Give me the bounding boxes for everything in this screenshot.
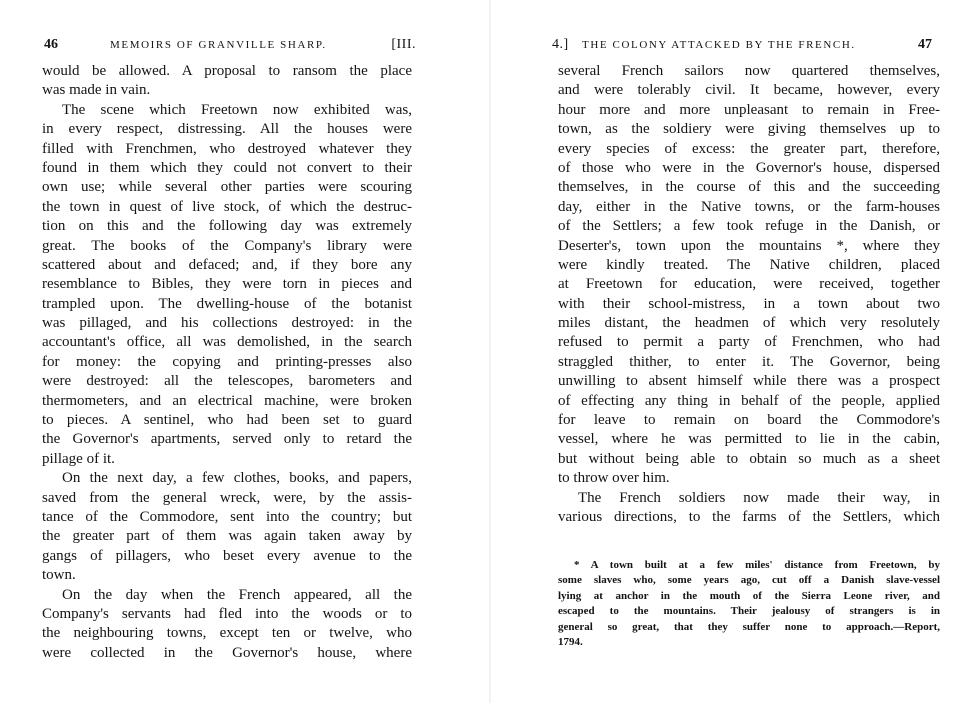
text-line: and were tolerably civil. It became, however, every xyxy=(558,82,940,99)
text-line: great. The books of the Company's library were xyxy=(42,237,412,254)
text-line: town. xyxy=(42,567,76,584)
footnote-line: * A town built at a few miles' distance from Freetown, by xyxy=(574,559,940,571)
text-line: miles distant, the headmen of which very resolutely xyxy=(558,315,940,332)
footnote-line: 1794. xyxy=(558,635,583,648)
text-line: On the next day, a few clothes, books, and papers, xyxy=(62,470,412,487)
footnote-line: lying at anchor in the mouth of the Sierra Leone river, and xyxy=(558,589,940,602)
text-line: several French sailors now quartered themselves, xyxy=(558,63,940,79)
text-line: would be allowed. A proposal to ransom the place xyxy=(42,63,412,79)
text-line: own use; while several other parties were scouring xyxy=(42,179,412,196)
text-line: found in them which they could not convert to their xyxy=(42,159,412,176)
text-line: scattered about and defaced; and, if they bore any xyxy=(42,256,412,273)
text-line: to throw over him. xyxy=(558,470,670,487)
text-line: the neighbouring towns, except ten or twelve, who xyxy=(42,625,412,642)
text-line: every species of excess: the greater part, therefore, xyxy=(558,140,940,157)
footnote-line: some slaves who, some years ago, cut off a Danish slave-vessel xyxy=(558,574,940,587)
text-line: trampled upon. The dwelling-house of the botanist xyxy=(42,295,412,312)
text-line: town, as the soldiery were giving themselves up to xyxy=(558,121,940,138)
section-marker: [III. xyxy=(391,37,416,52)
text-line: were kindly treated. The Native children, placed xyxy=(558,256,940,273)
text-line: for money: the copying and printing-presses also xyxy=(42,353,412,370)
text-line: at Freetown for education, were received, together xyxy=(558,276,940,293)
text-line: vessel, where he was permitted to lie in the cabin, xyxy=(558,431,940,448)
left-page-body xyxy=(42,62,412,663)
left-page-header xyxy=(44,37,420,57)
text-line: were collected in the Governor's house, where xyxy=(42,644,412,661)
text-line: straggled thither, to enter it. The Governor, being xyxy=(558,353,940,370)
text-line: refused to permit a party of Frenchmen, who had xyxy=(558,334,940,351)
text-line: to pieces. A sentinel, who had been set to guard xyxy=(42,412,412,429)
footnote-line: escaped to the mountains. Their jealousy of strangers is in xyxy=(558,605,940,618)
text-line: gangs of pillagers, who beset every avenue to the xyxy=(42,547,412,564)
text-line: the Governor's apartments, served only to retard the xyxy=(42,431,412,448)
text-line: Deserter's, town upon the mountains *, where they xyxy=(558,237,940,254)
text-line: unwilling to absent himself while there was a prospect xyxy=(558,373,940,390)
text-line: were destroyed: all the telescopes, barometers and xyxy=(42,373,412,390)
text-line: was pillaged, and his collections destroyed: in the xyxy=(42,315,412,332)
text-line: thermometers, and an electrical machine, were broken xyxy=(42,392,412,409)
text-line: pillage of it. xyxy=(42,450,115,467)
text-line: but without being able to obtain so much as a sheet xyxy=(558,450,940,467)
text-line: of effecting any thing in behalf of the people, applied xyxy=(558,392,940,409)
running-title: THE COLONY ATTACKED BY THE FRENCH. xyxy=(582,39,856,51)
text-line: The French soldiers now made their way, in xyxy=(578,489,940,506)
text-line: tance of the Commodore, sent into the country; but xyxy=(42,508,412,525)
footnote-line: general so great, that they suffer none to approach.—Report, xyxy=(558,620,940,633)
text-line: various directions, to the farms of the Settlers, which xyxy=(558,508,940,525)
text-line: filled with Frenchmen, who destroyed whatever they xyxy=(42,140,412,157)
text-line: of the Settlers; a few took refuge in the Danish, or xyxy=(558,218,940,235)
right-page-body xyxy=(558,62,940,527)
page-number: 46 xyxy=(44,37,58,52)
section-marker: 4.] xyxy=(552,37,569,52)
text-line: saved from the general wreck, were, by the assis- xyxy=(42,489,412,506)
text-line: Company's servants had fled into the woods or to xyxy=(42,605,412,622)
text-line: was made in vain. xyxy=(42,82,151,99)
running-title: MEMOIRS OF GRANVILLE SHARP. xyxy=(110,39,327,51)
page-number: 47 xyxy=(918,37,932,52)
text-line: tion on this and the following day was extremely xyxy=(42,218,412,235)
text-line: with their school-mistress, in a town about two xyxy=(558,295,940,312)
text-line: resemblance to Bibles, they were torn in pieces and xyxy=(42,276,412,293)
text-line: hour more and more unpleasant to remain in Free- xyxy=(558,101,940,118)
text-line: day, either in the Native towns, or the farm-houses xyxy=(558,198,940,215)
text-line: the greater part of them was again taken away by xyxy=(42,528,412,545)
text-line: for leave to remain on board the Commodore's xyxy=(558,412,940,429)
right-page-header xyxy=(552,37,932,57)
footnote xyxy=(558,558,940,650)
text-line: the town in quest of live stock, of which the destruc- xyxy=(42,198,412,215)
text-line: The scene which Freetown now exhibited was, xyxy=(62,101,412,118)
text-line: themselves, in the course of this and the succeeding xyxy=(558,179,940,196)
right-page xyxy=(490,0,980,703)
text-line: of those who were in the Governor's house, dispersed xyxy=(558,159,940,176)
text-line: in every respect, distressing. All the houses were xyxy=(42,121,412,138)
text-line: accountant's office, all was demolished, in the search xyxy=(42,334,412,351)
text-line: On the day when the French appeared, all the xyxy=(62,586,412,603)
